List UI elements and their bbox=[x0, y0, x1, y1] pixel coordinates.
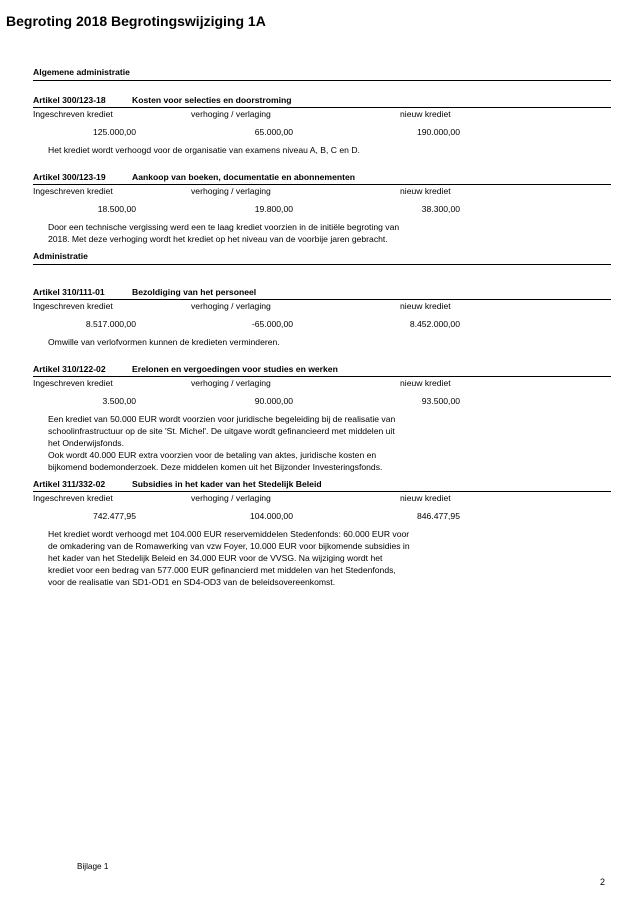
label-verhoging: verhoging / verlaging bbox=[191, 378, 271, 388]
amount-row bbox=[33, 511, 611, 528]
description-line: de omkadering van de Romawerking van vzw Foyer, 10.000 EUR voor bijkomende subsidies in bbox=[48, 541, 410, 551]
column-labels bbox=[33, 492, 611, 511]
description-line: krediet voor een bedrag van 577.000 EUR gefinancierd met middelen van het Stedenfonds, bbox=[48, 565, 396, 575]
article-header bbox=[33, 172, 611, 185]
column-labels bbox=[33, 108, 611, 127]
value-verhoging: 65.000,00 bbox=[254, 127, 293, 137]
page-number: 2 bbox=[599, 877, 605, 887]
document-content bbox=[33, 67, 611, 594]
description-line: Het krediet wordt verhoogd met 104.000 EUR reservemiddelen Stedenfonds: 60.000 EUR voor bbox=[48, 529, 410, 539]
column-labels bbox=[33, 377, 611, 396]
column-labels bbox=[33, 185, 611, 204]
value-verhoging: 104.000,00 bbox=[249, 511, 293, 521]
value-ingeschreven: 8.517.000,00 bbox=[85, 319, 136, 329]
value-nieuw: 93.500,00 bbox=[421, 396, 460, 406]
value-nieuw: 190.000,00 bbox=[416, 127, 460, 137]
description-line: schoolinfrastructuur op de site 'St. Michel'. De uitgave wordt gefinancieerd met middelen uit bbox=[48, 426, 395, 436]
amount-row bbox=[33, 127, 611, 144]
amount-row bbox=[33, 204, 611, 221]
amount-row bbox=[33, 396, 611, 413]
description-line: het Onderwijsfonds. bbox=[48, 438, 124, 448]
value-ingeschreven: 18.500,00 bbox=[97, 204, 136, 214]
article-title: Bezoldiging van het personeel bbox=[132, 287, 257, 297]
label-verhoging: verhoging / verlaging bbox=[191, 493, 271, 503]
article-description bbox=[48, 528, 488, 588]
article-title: Kosten voor selecties en doorstroming bbox=[132, 95, 292, 105]
description-line: Het krediet wordt verhoogd voor de organisatie van examens niveau A, B, C en D. bbox=[48, 145, 360, 155]
value-verhoging: -65.000,00 bbox=[251, 319, 293, 329]
label-ingeschreven: Ingeschreven krediet bbox=[33, 493, 113, 503]
article-block bbox=[33, 364, 611, 473]
amount-row bbox=[33, 319, 611, 336]
description-line: Ook wordt 40.000 EUR extra voorzien voor de betaling van aktes, juridische kosten en bbox=[48, 450, 377, 460]
label-verhoging: verhoging / verlaging bbox=[191, 301, 271, 311]
footer-note: Bijlage 1 bbox=[77, 862, 109, 871]
value-ingeschreven: 742.477,95 bbox=[92, 511, 136, 521]
article-header bbox=[33, 364, 611, 377]
article-code: Artikel 310/111-01 bbox=[33, 287, 105, 297]
article-title: Erelonen en vergoedingen voor studies en werken bbox=[132, 364, 338, 374]
value-verhoging: 19.800,00 bbox=[254, 204, 293, 214]
article-block bbox=[33, 479, 611, 588]
article-header bbox=[33, 287, 611, 300]
description-line: Omwille van verlofvormen kunnen de kredieten verminderen. bbox=[48, 337, 280, 347]
label-ingeschreven: Ingeschreven krediet bbox=[33, 109, 113, 119]
article-header bbox=[33, 95, 611, 108]
article-title: Aankoop van boeken, documentatie en abonnementen bbox=[132, 172, 355, 182]
value-nieuw: 846.477,95 bbox=[416, 511, 460, 521]
description-line: voor de realisatie van SD1-OD1 en SD4-OD3 van de beleidsovereenkomst. bbox=[48, 577, 336, 587]
label-nieuw: nieuw krediet bbox=[400, 109, 451, 119]
description-line: Door een technische vergissing werd een te laag krediet voorzien in de initiële begroting van bbox=[48, 222, 400, 232]
description-line: 2018. Met deze verhoging wordt het krediet op het niveau van de voorbije jaren gebracht. bbox=[48, 234, 388, 244]
value-nieuw: 38.300,00 bbox=[421, 204, 460, 214]
article-description bbox=[48, 413, 488, 473]
article-description bbox=[48, 144, 488, 156]
article-block bbox=[33, 287, 611, 348]
section-title: Algemene administratie bbox=[33, 67, 611, 81]
article-block bbox=[33, 172, 611, 245]
article-description bbox=[48, 221, 488, 245]
value-ingeschreven: 3.500,00 bbox=[102, 396, 136, 406]
label-nieuw: nieuw krediet bbox=[400, 186, 451, 196]
label-verhoging: verhoging / verlaging bbox=[191, 109, 271, 119]
article-code: Artikel 311/332-02 bbox=[33, 479, 106, 489]
article-block bbox=[33, 95, 611, 156]
page-title: Begroting 2018 Begrotingswijziging 1A bbox=[6, 13, 266, 29]
label-nieuw: nieuw krediet bbox=[400, 378, 451, 388]
label-nieuw: nieuw krediet bbox=[400, 493, 451, 503]
label-ingeschreven: Ingeschreven krediet bbox=[33, 378, 113, 388]
description-line: Een krediet van 50.000 EUR wordt voorzien voor juridische begeleiding bij de realisatie van bbox=[48, 414, 396, 424]
article-code: Artikel 300/123-19 bbox=[33, 172, 106, 182]
label-ingeschreven: Ingeschreven krediet bbox=[33, 301, 113, 311]
article-code: Artikel 310/122-02 bbox=[33, 364, 106, 374]
description-line: bijkomend bodemonderzoek. Deze middelen komen uit het Bijzonder Investeringsfonds. bbox=[48, 462, 383, 472]
value-ingeschreven: 125.000,00 bbox=[92, 127, 136, 137]
article-title: Subsidies in het kader van het Stedelijk Beleid bbox=[132, 479, 322, 489]
label-ingeschreven: Ingeschreven krediet bbox=[33, 186, 113, 196]
value-nieuw: 8.452.000,00 bbox=[409, 319, 460, 329]
article-header bbox=[33, 479, 611, 492]
column-labels bbox=[33, 300, 611, 319]
value-verhoging: 90.000,00 bbox=[254, 396, 293, 406]
article-code: Artikel 300/123-18 bbox=[33, 95, 106, 105]
label-verhoging: verhoging / verlaging bbox=[191, 186, 271, 196]
article-description bbox=[48, 336, 488, 348]
label-nieuw: nieuw krediet bbox=[400, 301, 451, 311]
description-line: het kader van het Stedelijk Beleid en 34.000 EUR voor de VVSG. Na wijziging wordt het bbox=[48, 553, 383, 563]
section-title: Administratie bbox=[33, 251, 611, 265]
